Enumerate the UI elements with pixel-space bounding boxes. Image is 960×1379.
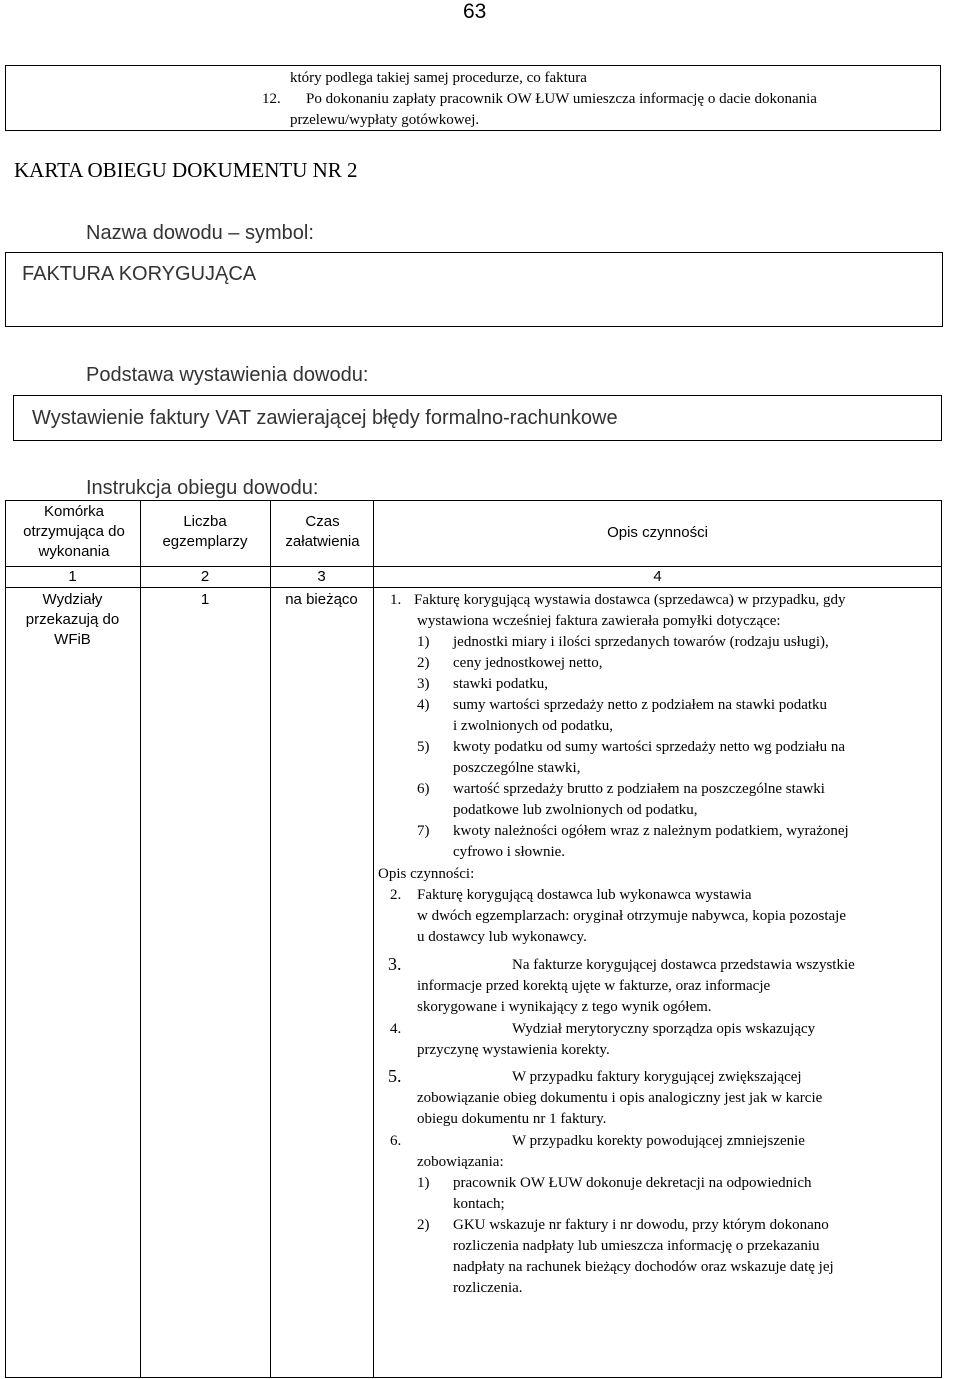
col-number: 3 — [317, 568, 326, 585]
list-item-number: 7) — [417, 823, 430, 839]
list-item-number: 2) — [417, 655, 430, 671]
list-item-number: 3) — [417, 676, 430, 692]
p6-text: W przypadku korekty powodującej zmniejszenie — [512, 1133, 805, 1149]
list-item — [417, 632, 942, 653]
p2-text: u dostawcy lub wykonawcy. — [417, 929, 587, 945]
list-item-number: 6) — [417, 781, 430, 797]
list-item-line: nadpłaty na rachunek bieżący dochodów oraz wskazuje datę jej — [453, 1259, 834, 1275]
list-item-line: cyfrowo i słownie. — [453, 844, 566, 860]
list-item-line: podatkowe lub zwolnionych od podatku, — [453, 802, 698, 818]
list-item — [417, 821, 942, 863]
page-number: 63 — [463, 0, 487, 23]
p4-text: przyczynę wystawienia korekty. — [417, 1042, 610, 1058]
list-item — [417, 695, 942, 737]
list-item-number: 1) — [417, 634, 430, 650]
item-12-number: 12. — [262, 91, 281, 107]
instruction-label: Instrukcja obiegu dowodu: — [86, 477, 319, 499]
basis-label: Podstawa wystawienia dowodu: — [86, 364, 369, 386]
basis-value: Wystawienie faktury VAT zawierającej błędy formalno-rachunkowe — [32, 407, 618, 429]
column-divider — [140, 500, 141, 1378]
p6-text: zobowiązania: — [417, 1154, 504, 1170]
list-item-number: 2) — [417, 1217, 430, 1233]
error-list — [417, 632, 942, 863]
list-item — [417, 653, 942, 674]
continuation-line: przelewu/wypłaty gotówkowej. — [290, 112, 480, 128]
header-komorka: Komórka otrzymująca do wykonania — [23, 503, 125, 560]
p2-number: 2. — [390, 887, 402, 903]
p3-text: skorygowane i wynikający z tego wynik ogółem. — [417, 999, 712, 1015]
doc-name-value: FAKTURA KORYGUJĄCA — [22, 263, 257, 285]
p3-text: informacje przed korektą ujęte w fakturze, oraz informacje — [417, 978, 771, 994]
continuation-line: który podlega takiej samej procedurze, co faktura — [290, 70, 587, 86]
col-number: 2 — [200, 568, 210, 585]
p4-text: Wydział merytoryczny sporządza opis wskazujący — [512, 1021, 816, 1037]
header-opis: Opis czynności — [607, 524, 708, 541]
list-item-number: 4) — [417, 697, 430, 713]
doc-name-label: Nazwa dowodu – symbol: — [86, 222, 314, 244]
list-item — [417, 1173, 942, 1215]
list-item-line: ceny jednostkowej netto, — [453, 655, 603, 671]
list-item-line: rozliczenia. — [453, 1280, 523, 1296]
header-liczba: Liczba egzemplarzy — [162, 513, 248, 550]
p5-number: 5. — [388, 1066, 402, 1086]
list-item — [417, 779, 942, 821]
col-number: 1 — [68, 568, 77, 585]
list-item-line: kwoty podatku od sumy wartości sprzedaży netto wg podziału na — [453, 739, 845, 755]
p5-text: W przypadku faktury korygującej zwiększającej — [512, 1069, 802, 1085]
p2-text: w dwóch egzemplarzach: oryginał otrzymuje nabywca, kopia pozostaje — [417, 908, 847, 924]
list-item-line: wartość sprzedaży brutto z podziałem na poszczególne stawki — [453, 781, 825, 797]
list-item-line: i zwolnionych od podatku, — [453, 718, 613, 734]
p1-text: Fakturę korygującą wystawia dostawca (sprzedawca) w przypadku, gdy — [414, 592, 846, 608]
list-item-line: kwoty należności ogółem wraz z należnym podatkiem, wyrażonej — [453, 823, 849, 839]
reduction-steps-list — [417, 1173, 942, 1299]
list-item-line: jednostki miary i ilości sprzedanych towarów (rodzaju usługi), — [453, 634, 829, 650]
list-item-line: stawki podatku, — [453, 676, 548, 692]
p4-number: 4. — [390, 1021, 402, 1037]
list-item — [417, 737, 942, 779]
column-divider — [373, 500, 374, 1378]
row-divider — [5, 587, 942, 588]
cell-copies: 1 — [200, 591, 210, 608]
item-12-text: Po dokonaniu zapłaty pracownik OW ŁUW umieszcza informację o dacie dokonania — [306, 91, 817, 107]
p2-text: Fakturę korygującą dostawca lub wykonawca wystawia — [417, 887, 752, 903]
p1-number: 1. — [390, 592, 402, 608]
list-item — [417, 1215, 942, 1299]
p6-number: 6. — [390, 1133, 402, 1149]
list-item-line: poszczególne stawki, — [453, 760, 581, 776]
list-item-line: GKU wskazuje nr faktury i nr dowodu, przy którym dokonano — [453, 1217, 829, 1233]
cell-department: Wydziały przekazują do WFiB — [25, 591, 120, 648]
list-item — [417, 674, 942, 695]
col-number: 4 — [653, 568, 662, 585]
list-item-line: kontach; — [453, 1196, 505, 1212]
list-item-line: pracownik OW ŁUW dokonuje dekretacji na odpowiednich — [453, 1175, 812, 1191]
header-czas: Czas załatwienia — [285, 513, 360, 550]
opis-label: Opis czynności: — [378, 866, 475, 882]
list-item-line: sumy wartości sprzedaży netto z podziałem na stawki podatku — [453, 697, 828, 713]
card-title: KARTA OBIEGU DOKUMENTU NR 2 — [14, 158, 358, 182]
list-item-line: rozliczenia nadpłaty lub umieszcza informację o przekazaniu — [453, 1238, 820, 1254]
p1-text: wystawiona wcześniej faktura zawierała pomyłki dotyczące: — [417, 613, 781, 629]
p5-text: zobowiązanie obieg dokumentu i opis analogiczny jest jak w karcie — [417, 1090, 823, 1106]
p3-number: 3. — [388, 954, 402, 974]
p3-text: Na fakturze korygującej dostawca przedstawia wszystkie — [512, 957, 855, 973]
cell-time: na bieżąco — [285, 591, 358, 608]
p5-text: obiegu dokumentu nr 1 faktury. — [417, 1111, 607, 1127]
list-item-number: 5) — [417, 739, 430, 755]
list-item-number: 1) — [417, 1175, 430, 1191]
column-divider — [270, 500, 271, 1378]
